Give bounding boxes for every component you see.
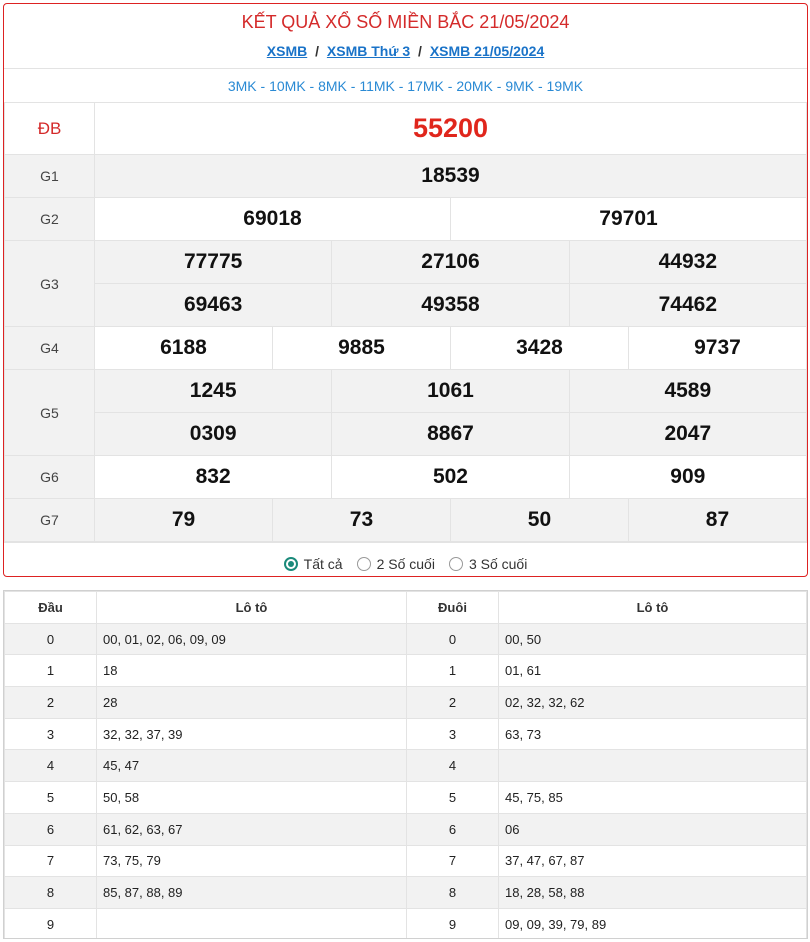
table-row <box>5 655 807 687</box>
prize-number-db: 55200 <box>95 103 807 155</box>
dau-loto-cell: 85, 87, 88, 89 <box>97 877 407 909</box>
prize-row-g5 <box>5 370 807 413</box>
radio-selected-icon[interactable] <box>284 557 298 571</box>
prize-number-g6: 832 <box>95 456 332 499</box>
prize-label-g7: G7 <box>5 499 95 542</box>
prize-number-g5: 0309 <box>95 413 332 456</box>
breadcrumb <box>4 40 807 68</box>
duoi-loto-cell: 18, 28, 58, 88 <box>499 877 807 909</box>
prize-number-g5: 1245 <box>95 370 332 413</box>
prize-label-g1: G1 <box>5 155 95 198</box>
duoi-loto-cell <box>499 750 807 782</box>
dau-cell: 1 <box>5 655 97 687</box>
prize-number-g3: 74462 <box>569 284 806 327</box>
prize-number-g4: 9737 <box>628 327 806 370</box>
prize-row-g7 <box>5 499 807 542</box>
dau-loto-cell: 73, 75, 79 <box>97 845 407 877</box>
dau-loto-cell: 50, 58 <box>97 782 407 814</box>
breadcrumb-separator: / <box>315 43 319 59</box>
prize-number-g7: 79 <box>95 499 273 542</box>
special-codes: 3MK - 10MK - 8MK - 11MK - 17MK - 20MK - 9MK - 19MK <box>4 68 807 102</box>
table-row <box>5 813 807 845</box>
prize-number-g3: 49358 <box>332 284 569 327</box>
prize-number-g7: 73 <box>272 499 450 542</box>
prize-row-g1 <box>5 155 807 198</box>
duoi-cell: 5 <box>407 782 499 814</box>
duoi-loto-cell: 45, 75, 85 <box>499 782 807 814</box>
prize-row-g3 <box>5 284 807 327</box>
prize-row-g4 <box>5 327 807 370</box>
page-title: KẾT QUẢ XỔ SỐ MIỀN BẮC 21/05/2024 <box>241 12 570 32</box>
prize-label-g3: G3 <box>5 241 95 327</box>
prize-row-g2 <box>5 198 807 241</box>
prize-row-g6 <box>5 456 807 499</box>
table-row <box>5 687 807 719</box>
header-loto: Lô tô <box>97 592 407 624</box>
prize-number-g6: 502 <box>332 456 569 499</box>
duoi-loto-cell: 06 <box>499 813 807 845</box>
duoi-cell: 3 <box>407 718 499 750</box>
table-row <box>5 908 807 939</box>
duoi-cell: 6 <box>407 813 499 845</box>
prize-row-db <box>5 103 807 155</box>
header-loto: Lô tô <box>499 592 807 624</box>
prize-label-g6: G6 <box>5 456 95 499</box>
dau-cell: 9 <box>5 908 97 939</box>
prize-number-g3: 77775 <box>95 241 332 284</box>
duoi-cell: 9 <box>407 908 499 939</box>
radio-icon[interactable] <box>357 557 371 571</box>
table-row <box>5 750 807 782</box>
header-duoi: Đuôi <box>407 592 499 624</box>
dau-loto-cell: 00, 01, 02, 06, 09, 09 <box>97 623 407 655</box>
prize-number-g5: 2047 <box>569 413 806 456</box>
digit-filter <box>4 542 807 577</box>
table-row <box>5 623 807 655</box>
prize-number-g4: 6188 <box>95 327 273 370</box>
filter-last-2[interactable] <box>357 556 435 572</box>
dau-cell: 8 <box>5 877 97 909</box>
prize-number-g7: 50 <box>450 499 628 542</box>
prize-number-g3: 27106 <box>332 241 569 284</box>
duoi-cell: 8 <box>407 877 499 909</box>
duoi-cell: 2 <box>407 687 499 719</box>
prize-number-g2: 69018 <box>95 198 451 241</box>
duoi-loto-cell: 02, 32, 32, 62 <box>499 687 807 719</box>
dau-loto-cell: 45, 47 <box>97 750 407 782</box>
prize-row-g3 <box>5 241 807 284</box>
prize-number-g3: 44932 <box>569 241 806 284</box>
loto-table <box>4 591 807 939</box>
duoi-loto-cell: 01, 61 <box>499 655 807 687</box>
dau-cell: 3 <box>5 718 97 750</box>
dau-cell: 0 <box>5 623 97 655</box>
prize-number-g7: 87 <box>628 499 806 542</box>
filter-all-label: Tất cả <box>303 555 343 572</box>
filter-last-2-label: 2 Số cuối <box>376 555 435 572</box>
filter-last-3[interactable] <box>449 556 527 572</box>
dau-loto-cell: 32, 32, 37, 39 <box>97 718 407 750</box>
dau-loto-cell: 61, 62, 63, 67 <box>97 813 407 845</box>
prize-table <box>4 102 807 542</box>
duoi-loto-cell: 09, 09, 39, 79, 89 <box>499 908 807 939</box>
table-row <box>5 782 807 814</box>
prize-number-g4: 3428 <box>450 327 628 370</box>
prize-number-g6: 909 <box>569 456 806 499</box>
prize-label-g2: G2 <box>5 198 95 241</box>
dau-cell: 5 <box>5 782 97 814</box>
duoi-loto-cell: 63, 73 <box>499 718 807 750</box>
prize-row-g5 <box>5 413 807 456</box>
table-row <box>5 877 807 909</box>
dau-cell: 7 <box>5 845 97 877</box>
breadcrumb-separator: / <box>418 43 422 59</box>
prize-number-g2: 79701 <box>450 198 806 241</box>
link-xsmb-thu-3[interactable]: XSMB Thứ 3 <box>326 43 411 59</box>
dau-loto-cell: 18 <box>97 655 407 687</box>
dau-loto-cell: 28 <box>97 687 407 719</box>
header-dau: Đầu <box>5 592 97 624</box>
dau-loto-cell <box>97 908 407 939</box>
prize-number-g5: 8867 <box>332 413 569 456</box>
duoi-loto-cell: 00, 50 <box>499 623 807 655</box>
prize-number-g3: 69463 <box>95 284 332 327</box>
filter-all[interactable] <box>284 556 343 572</box>
radio-icon[interactable] <box>449 557 463 571</box>
prize-number-g4: 9885 <box>272 327 450 370</box>
duoi-cell: 0 <box>407 623 499 655</box>
table-row <box>5 845 807 877</box>
link-xsmb-date[interactable]: XSMB 21/05/2024 <box>429 43 545 59</box>
duoi-loto-cell: 37, 47, 67, 87 <box>499 845 807 877</box>
loto-panel <box>3 590 808 939</box>
prize-label-g5: G5 <box>5 370 95 456</box>
prize-number-g5: 1061 <box>332 370 569 413</box>
dau-cell: 6 <box>5 813 97 845</box>
prize-number-g1: 18539 <box>95 155 807 198</box>
prize-label-db: ĐB <box>5 103 95 155</box>
link-xsmb[interactable]: XSMB <box>266 43 308 59</box>
dau-cell: 4 <box>5 750 97 782</box>
dau-cell: 2 <box>5 687 97 719</box>
table-row <box>5 718 807 750</box>
results-panel <box>3 3 808 577</box>
prize-number-g5: 4589 <box>569 370 806 413</box>
duoi-cell: 7 <box>407 845 499 877</box>
duoi-cell: 1 <box>407 655 499 687</box>
duoi-cell: 4 <box>407 750 499 782</box>
filter-last-3-label: 3 Số cuối <box>468 555 528 572</box>
prize-label-g4: G4 <box>5 327 95 370</box>
loto-header-row <box>5 592 807 624</box>
